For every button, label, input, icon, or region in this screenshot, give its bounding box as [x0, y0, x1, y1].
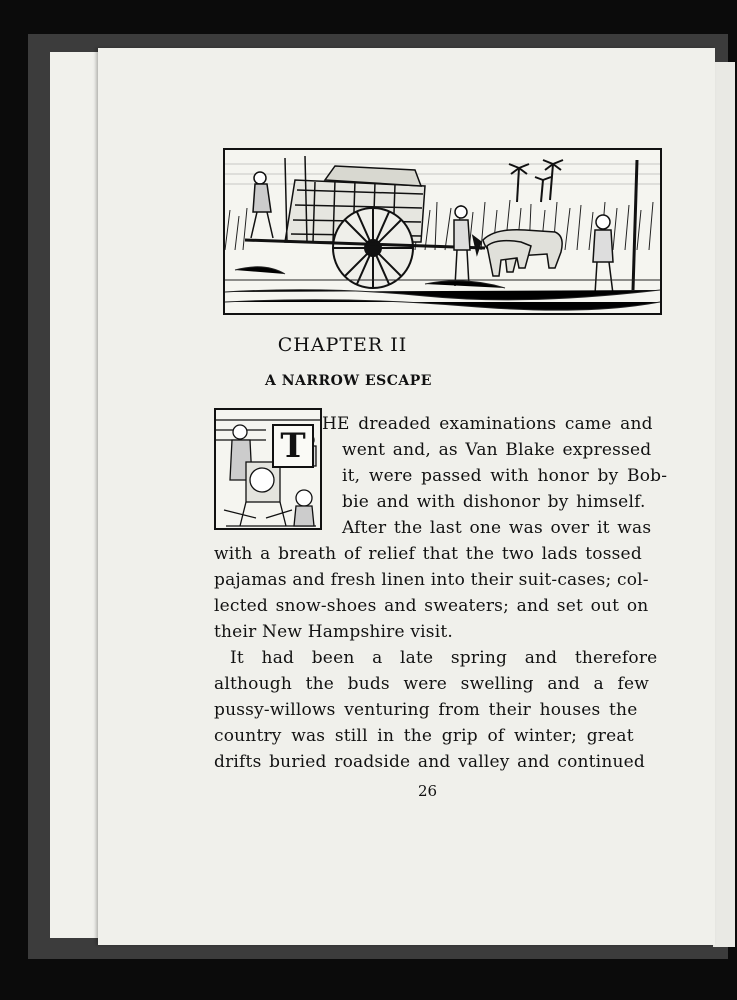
- drop-cap-illustration: [214, 408, 322, 530]
- ox-cart-illustration: [223, 148, 662, 315]
- chapter-title: A NARROW ESCAPE: [265, 373, 432, 389]
- text-line: pussy-willows venturing from their houses the: [214, 700, 638, 720]
- right-page-edge: [713, 62, 735, 947]
- text-line: pajamas and fresh linen into their suit-cases; col-: [214, 570, 649, 590]
- text-line: drifts buried roadside and valley and continued: [214, 752, 645, 772]
- text-line: lected snow-shoes and sweaters; and set out on: [214, 596, 649, 616]
- page-edge-strip-1: [50, 52, 65, 938]
- text-line: After the last one was over it was: [342, 518, 652, 538]
- ox-cart-harvest-icon: [225, 150, 660, 313]
- text-line: bie and with dishonor by himself.: [342, 492, 646, 512]
- text-line: although the buds were swelling and a few: [214, 674, 649, 694]
- text-line: their New Hampshire visit.: [214, 622, 453, 642]
- text-line: went and, as Van Blake expressed: [342, 440, 652, 460]
- book-page: [98, 48, 715, 945]
- page-number: 26: [418, 782, 438, 800]
- text-line: It had been a late spring and therefore: [230, 648, 658, 668]
- drop-cap-letter: T: [272, 424, 314, 468]
- text-line: country was still in the grip of winter; great: [214, 726, 634, 746]
- text-line: with a breath of relief that the two lads tossed: [214, 544, 642, 564]
- text-line: it, were passed with honor by Bob-: [342, 466, 668, 486]
- chapter-heading: CHAPTER II: [277, 334, 408, 356]
- text-line: HE dreaded examinations came and: [322, 414, 653, 434]
